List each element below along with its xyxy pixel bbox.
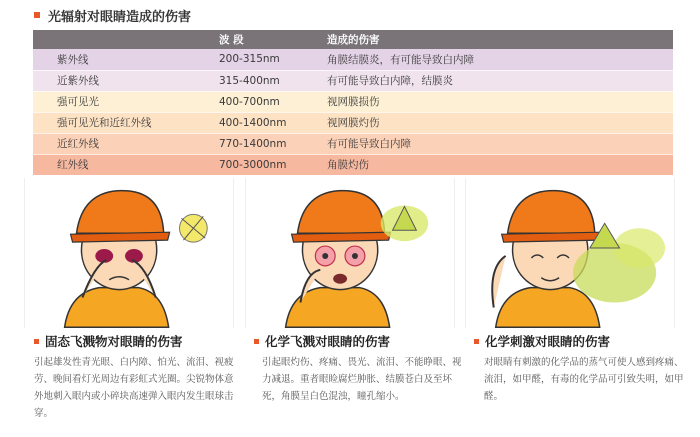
row-harm: 视网膜损伤 bbox=[323, 91, 673, 112]
row-harm: 有可能导致白内障 bbox=[323, 133, 673, 154]
radiation-table bbox=[33, 30, 673, 176]
illustration-chemical-splash bbox=[245, 178, 455, 328]
page-title: 光辐射对眼睛造成的伤害 bbox=[48, 9, 192, 25]
row-name: 强可见光 bbox=[33, 91, 215, 112]
row-name: 近红外线 bbox=[33, 133, 215, 154]
illustration-solid-splash bbox=[24, 178, 234, 328]
table-row bbox=[33, 70, 673, 91]
row-name: 近紫外线 bbox=[33, 70, 215, 91]
section-title bbox=[34, 6, 191, 24]
table-row bbox=[33, 49, 673, 70]
card-chemical-vapor-desc: 对眼睛有刺激的化学品的蒸气可使人感到疼痛、流泪，如甲醛，有毒的化学品可引致失明，如甲醛。 bbox=[484, 357, 684, 402]
title-bullet-icon bbox=[34, 12, 40, 18]
header-name bbox=[33, 30, 215, 49]
row-harm: 视网膜灼伤 bbox=[323, 112, 673, 133]
row-band: 700-3000nm bbox=[215, 154, 323, 175]
card-chemical-vapor-title: 化学刺激对眼睛的伤害 bbox=[474, 332, 610, 350]
card-solid-splash-desc: 引起雄发性青光眼、白内障、怕光、流泪、视疲劳、晚间看灯光周边有彩虹式光圈。尖锐物体意外地刺入眼内或小碎块高速弹入眼内发生眼球击穿。 bbox=[34, 357, 234, 419]
card-chemical-splash-desc: 引起眼灼伤、疼痛、畏光、流泪、不能睁眼、视力减退。重者眼睑腐烂肿胀、结膜苍白及至坏死，角膜呈白色混浊，瞳孔缩小。 bbox=[262, 357, 462, 402]
illustration-chemical-vapor bbox=[465, 178, 675, 328]
card-bullet-icon bbox=[474, 339, 479, 344]
row-band: 770-1400nm bbox=[215, 133, 323, 154]
row-harm: 角膜结膜炎，有可能导致白内障 bbox=[323, 49, 673, 70]
worker-chemical-vapor-icon bbox=[466, 178, 674, 328]
row-harm: 角膜灼伤 bbox=[323, 154, 673, 175]
row-name: 强可见光和近红外线 bbox=[33, 112, 215, 133]
row-name: 紫外线 bbox=[33, 49, 215, 70]
table-row bbox=[33, 133, 673, 154]
header-band: 波 段 bbox=[215, 30, 323, 49]
table-header-row bbox=[33, 30, 673, 49]
row-band: 315-400nm bbox=[215, 70, 323, 91]
table-row bbox=[33, 91, 673, 112]
card-bullet-icon bbox=[254, 339, 259, 344]
row-name: 红外线 bbox=[33, 154, 215, 175]
row-band: 400-1400nm bbox=[215, 112, 323, 133]
table-row bbox=[33, 154, 673, 175]
card-bullet-icon bbox=[34, 339, 39, 344]
worker-chemical-splash-icon bbox=[246, 178, 454, 328]
card-solid-splash-title: 固态飞溅物对眼睛的伤害 bbox=[34, 332, 183, 350]
row-harm: 有可能导致白内障，结膜炎 bbox=[323, 70, 673, 91]
card-chemical-splash-title: 化学飞溅对眼睛的伤害 bbox=[254, 332, 390, 350]
worker-solid-splash-icon bbox=[25, 178, 233, 328]
row-band: 200-315nm bbox=[215, 49, 323, 70]
table-row bbox=[33, 112, 673, 133]
row-band: 400-700nm bbox=[215, 91, 323, 112]
header-harm: 造成的伤害 bbox=[323, 30, 673, 49]
